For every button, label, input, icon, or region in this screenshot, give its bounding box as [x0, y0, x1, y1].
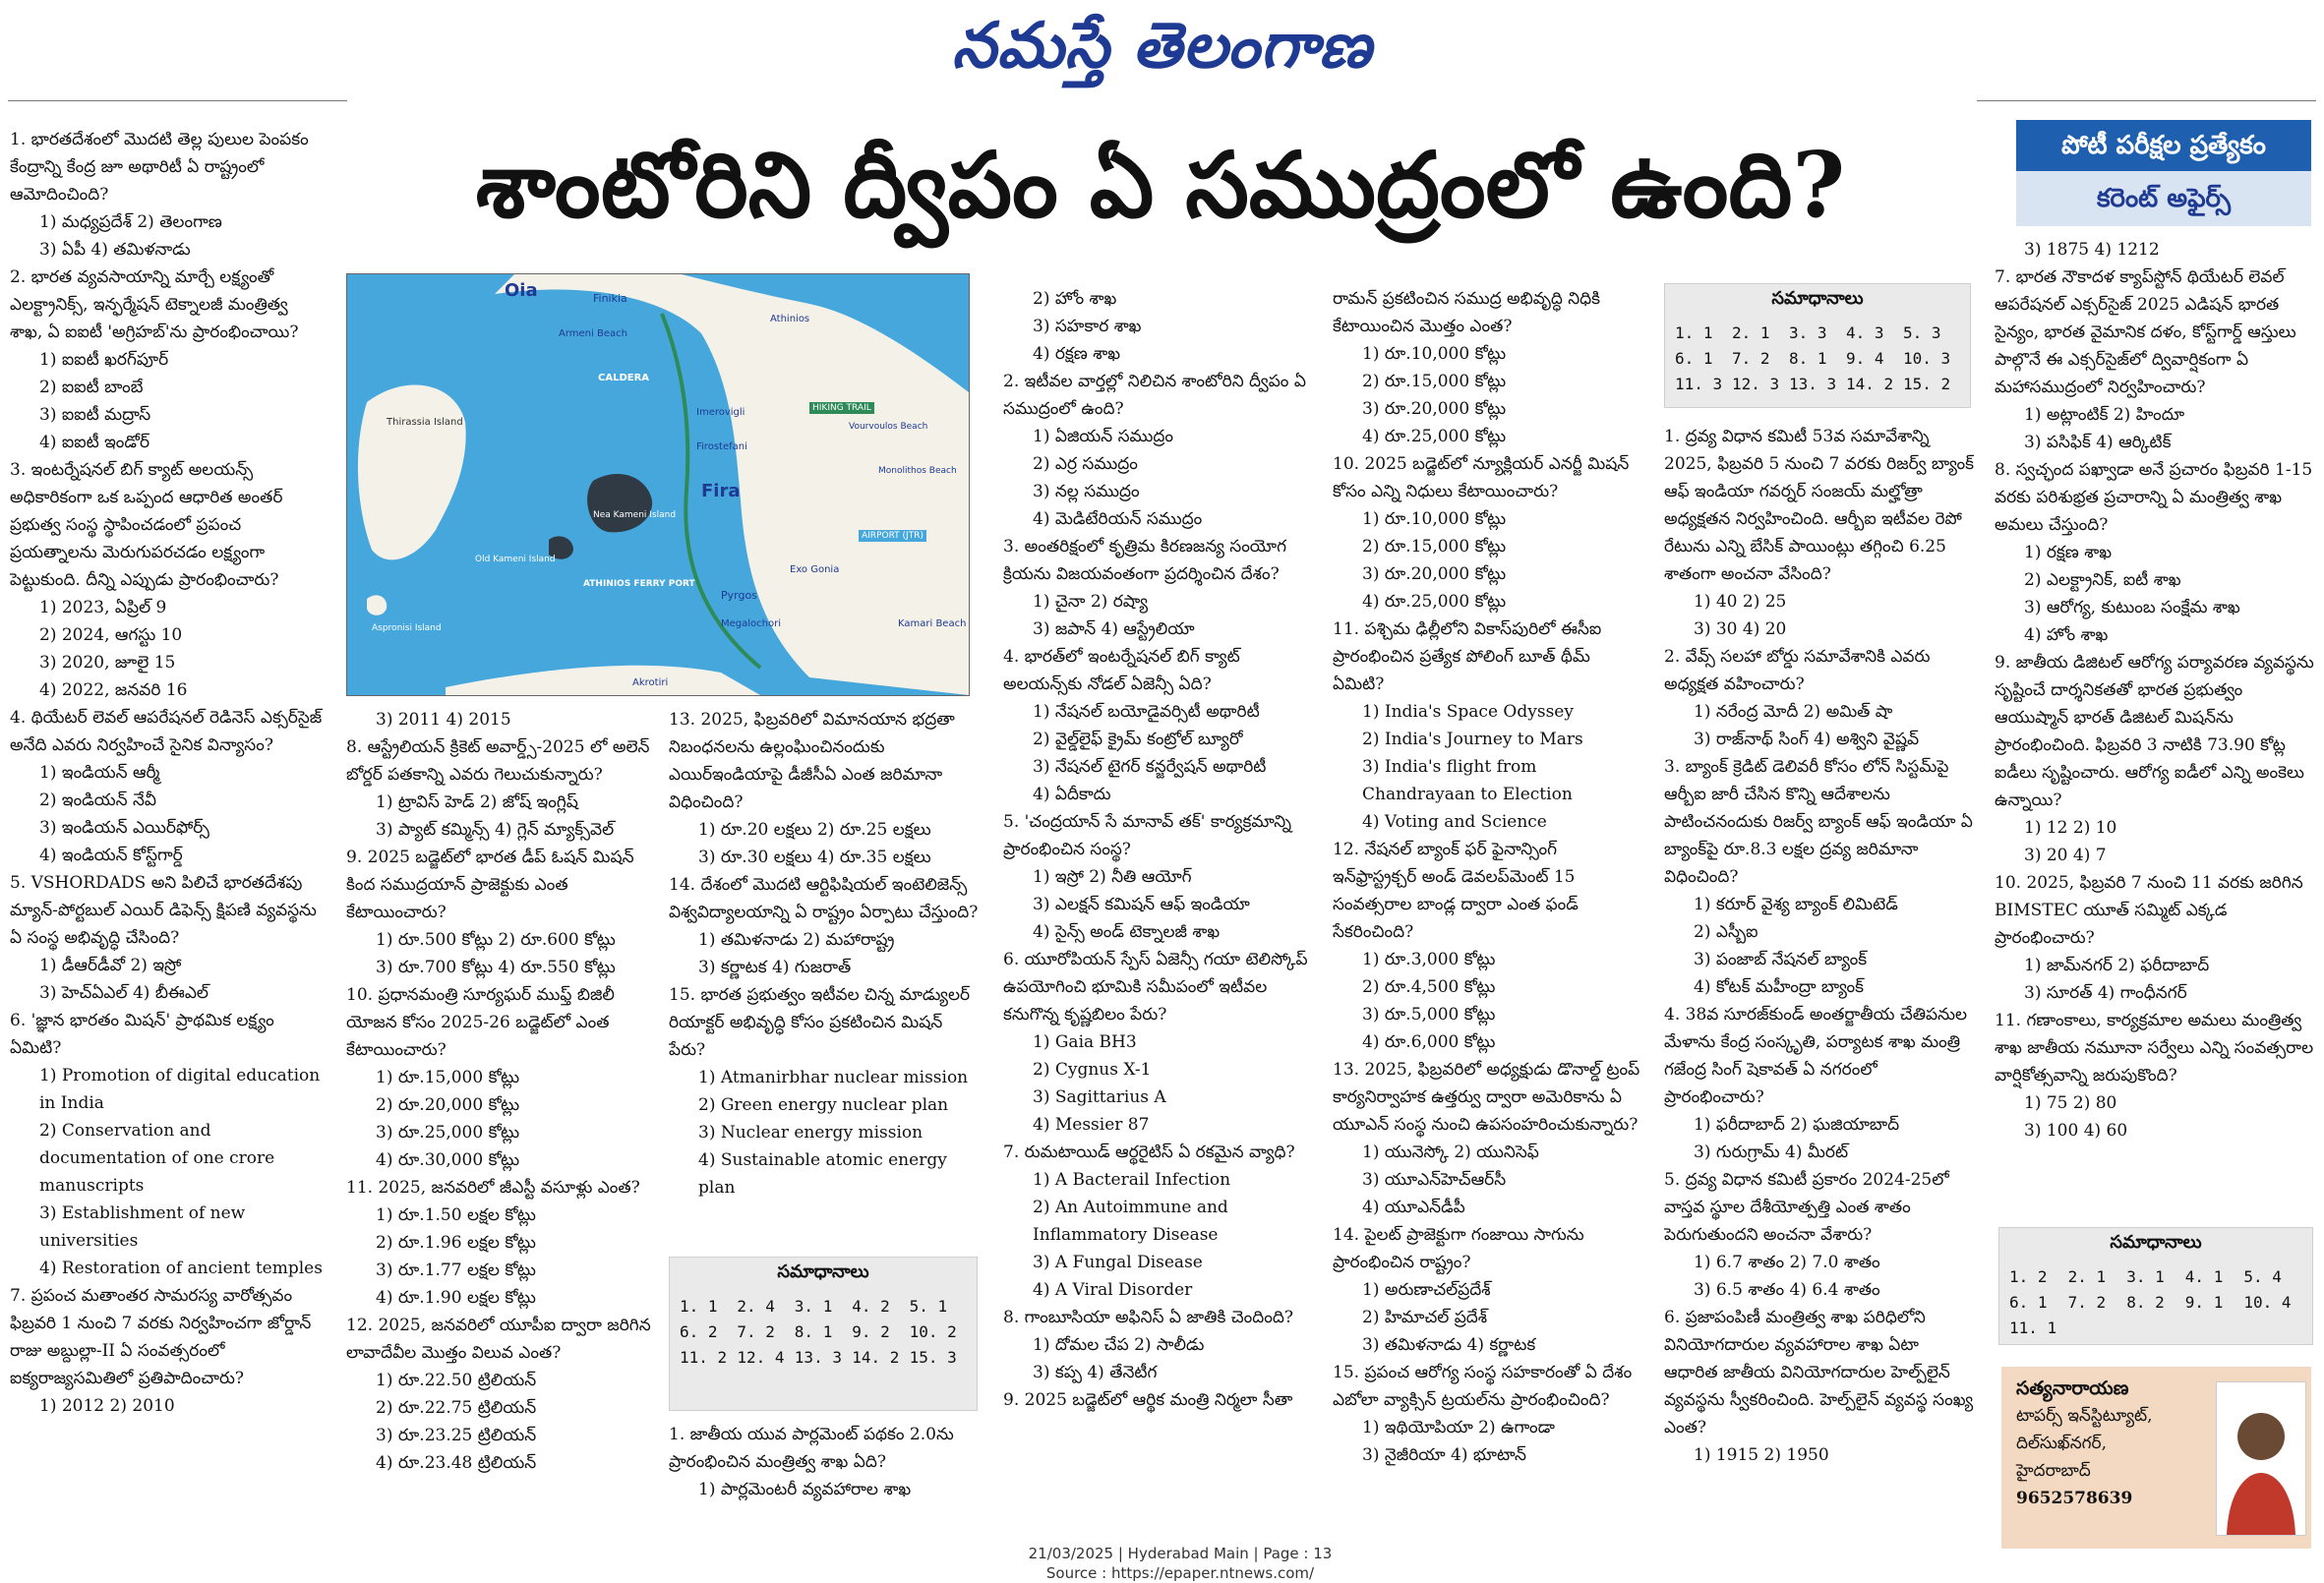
map-label-vourvoulos: Vourvoulos Beach — [849, 422, 928, 432]
question-text: 14. దేశంలో మొదటి ఆర్టిఫిషియల్ ఇంటెలిజెన్స్ విశ్వవిద్యాలయాన్ని ఏ రాష్ట్రం ఏర్పాటు చేస్తుంది? — [669, 875, 979, 922]
answer-item: 1. 1 — [1675, 323, 1713, 342]
answer-option: 3) హెచ్‌ఏఎల్ 4) బీఈఎల్ — [39, 983, 209, 1003]
answer-option: 3) 1875 4) 1212 — [2024, 240, 2160, 260]
answer-option: 3) సహకార శాఖ — [1033, 317, 1142, 336]
answer-option: 1) కరూర్ వైశ్య బ్యాంక్ లిమిటెడ్ — [1694, 895, 1898, 914]
answer-item: 10. 2 — [909, 1322, 957, 1341]
answer-option: 3) ఏపీ 4) తమిళనాడు — [39, 240, 191, 260]
question-text: 3. బ్యాంక్ క్రెడిట్ డెలివరీ కోసం లోన్ సిస్టమ్‌పై ఆర్బీఐ జారీ చేసిన కొన్ని ఆదేశాలను పాటించనందుకు రిజర్వ్ బ్యాంక్ ఆఫ్ ఇండియా ఏ బ్యాంక్‌పై రూ.8.3 లక్షల ద్రవ్య జరిమానా విధించింది? — [1664, 757, 1973, 887]
answer-option: 3) గురుగ్రామ్ 4) మీరట్ — [1694, 1143, 1849, 1162]
question-text: 5. ద్రవ్య విధాన కమిటీ ప్రకారం 2024-25లో వాస్తవ స్థూల దేశీయోత్పత్తి ఎంత శాతం పెరుగుతుందని అంచనా వేశారు? — [1664, 1170, 1949, 1245]
map-label-thirassia: Thirassia Island — [387, 417, 463, 428]
answer-option: 4) రూ.30,000 కోట్లు — [376, 1150, 520, 1170]
question-text: 4. థియేటర్ లెవల్ ఆపరేషనల్ రెడినెస్ ఎక్సర్‌సైజ్ అనేది ఎవరు నిర్వహించే సైనిక విన్యాసం? — [10, 708, 323, 755]
answer-option: 3) కప్ప 4) తేనెటీగ — [1033, 1363, 1158, 1382]
map-label-imerovigli: Imerovigli — [696, 407, 745, 418]
answer-option: 1) A Bacterail Infection — [1033, 1170, 1231, 1190]
question-text: 1. ద్రవ్య విధాన కమిటీ 53వ సమావేశాన్ని 2025, ఫిబ్రవరి 5 నుంచి 7 వరకు రిజర్వ్ బ్యాంక్ ఆఫ్ ఇండియా గవర్నర్ సంజయ్ మల్హోత్రా అధ్యక్షతన నిర్వహించింది. ఆర్బీఐ ఇటీవల రెపో రేటును ఎన్ని బేసిక్ పాయింట్లు తగ్గించి 6.25 శాతంగా అంచనా వేసింది? — [1664, 427, 1974, 584]
question-text: 2. వేవ్స్ సలహా బోర్డు సమావేశానికి ఎవరు అధ్యక్షత వహించారు? — [1664, 647, 1931, 694]
answer-item: 3. 1 — [2126, 1267, 2165, 1286]
answer-option: 2) వైల్డ్‌లైఫ్ క్రైమ్ కంట్రోల్ బ్యూరో — [1033, 730, 1243, 749]
answer-item: 9. 4 — [1846, 349, 1884, 368]
answer-option: 2) Green energy nuclear plan — [698, 1095, 949, 1115]
answers-title-1: సమాధానాలు — [777, 1261, 869, 1282]
answer-option: 2) రూ.15,000 కోట్లు — [1362, 372, 1507, 391]
masthead — [0, 0, 2324, 93]
answer-option: 3) రూ.700 కోట్లు 4) రూ.550 కోట్లు — [376, 958, 616, 977]
answer-option: 1) యునెస్కో 2) యునిసెఫ్ — [1362, 1143, 1539, 1162]
santorini-map — [346, 273, 970, 696]
answers-box-1 — [669, 1257, 978, 1411]
question-text: 12. 2025, జనవరిలో యూపీఐ ద్వారా జరిగిన లావాదేవీల మొత్తం విలువ ఎంత? — [346, 1316, 651, 1363]
answer-option: 3) ఆరోగ్య, కుటుంబ సంక్షేమ శాఖ — [2024, 598, 2240, 617]
answer-option: 3) 30 4) 20 — [1694, 619, 1787, 639]
answer-option: 4) రూ.1.90 లక్షల కోట్లు — [376, 1288, 536, 1308]
question-text: 8. గాంబూసియా అఫినిస్ ఏ జాతికి చెందింది? — [1003, 1308, 1294, 1327]
map-label-nea-kameni: Nea Kameni Island — [593, 510, 677, 520]
question-text: 12. నేషనల్ బ్యాంక్ ఫర్ ఫైనాన్సింగ్ ఇన్‌ఫ్రాస్ట్రక్చర్ అండ్ డెవలప్‌మెంట్ 15 సంవత్సరాల బాండ్ల ద్వారా ఎంత ఫండ్ సేకరించింది? — [1333, 840, 1579, 942]
map-label-caldera: CALDERA — [598, 373, 650, 383]
answer-option: 4) ఏదీకాదు — [1033, 785, 1111, 804]
answer-option: 3) Establishment of new universities — [39, 1203, 246, 1251]
answer-option: 4) Sustainable atomic energy plan — [698, 1150, 947, 1198]
answer-item: 9. 2 — [852, 1322, 890, 1341]
map-label-kamari: Kamari Beach — [898, 618, 967, 629]
question-text: 4. భారత్‌లో ఇంటర్నేషనల్ బిగ్ క్యాట్ అలయన్స్‌కు నోడల్ ఏజెన్సీ ఏది? — [1003, 647, 1240, 694]
answer-option: 2) రూ.4,500 కోట్లు — [1362, 977, 1496, 997]
answer-option: 1) 1915 2) 1950 — [1694, 1445, 1829, 1465]
answer-option: 1) ఇథియోపియా 2) ఉగాండా — [1362, 1418, 1556, 1437]
answer-item: 14. 2 — [1846, 375, 1894, 393]
answer-option: 3) యూఎన్‌హెచ్‌ఆర్‌సీ — [1362, 1170, 1507, 1190]
answer-option: 1) మధ్యప్రదేశ్ 2) తెలంగాణ — [39, 212, 222, 232]
question-text: 9. 2025 బడ్జెట్‌లో ఆర్థిక మంత్రి నిర్మలా సీతా — [1003, 1390, 1293, 1410]
answer-option: 3) రూ.1.77 లక్షల కోట్లు — [376, 1261, 536, 1280]
answer-item: 12. 3 — [1732, 375, 1780, 393]
answer-option: 3) నేషనల్ టైగర్ కన్జర్వేషన్ అథారిటీ — [1033, 757, 1267, 777]
answer-item: 6. 1 — [1675, 349, 1713, 368]
answer-option: 1) ఇండియన్ ఆర్మీ — [39, 763, 160, 783]
answer-item: 7. 2 — [1732, 349, 1770, 368]
question-text: 3. అంతరిక్షంలో కృత్రిమ కిరణజన్య సంయోగ క్రియను విజయవంతంగా ప్రదర్శించిన దేశం? — [1003, 537, 1287, 584]
answer-item: 10. 3 — [1903, 349, 1951, 368]
answer-item: 12. 4 — [737, 1348, 785, 1367]
question-text: 11. 2025, జనవరిలో జీఎస్టీ వసూళ్లు ఎంత? — [346, 1178, 640, 1198]
answer-option: 4) కోటక్ మహీంద్రా బ్యాంక్ — [1694, 977, 1865, 997]
answer-option: 1) రూ.22.50 ట్రిలియన్ — [376, 1371, 537, 1390]
answer-option: 2) రూ.22.75 ట్రిలియన్ — [376, 1398, 537, 1418]
question-text: 3. ఇంటర్నేషనల్ బిగ్ క్యాట్ అలయన్స్ అధికారికంగా ఒక ఒప్పంద ఆధారిత అంతర్ ప్రభుత్వ సంస్థ స్థాపించడంలో ప్రపంచ ప్రయత్నాలను మెరుగుపరచడం లక్ష్యంగా పెట్టుకుంది. దీన్ని ఎప్పుడు ప్రారంభించారు? — [10, 460, 283, 590]
answer-option: 3) రూ.5,000 కోట్లు — [1362, 1005, 1496, 1025]
answer-option: 4) యూఎన్‌డీపీ — [1362, 1198, 1465, 1217]
map-label-firostefani: Firostefani — [696, 441, 747, 452]
answer-option: 2) రూ.15,000 కోట్లు — [1362, 537, 1507, 557]
answer-option: 1) అరుణాచల్‌ప్రదేశ్ — [1362, 1280, 1491, 1300]
answer-option: 4) Voting and Science — [1362, 812, 1547, 832]
map-label-megalochori: Megalochori — [721, 618, 781, 629]
answer-option: 3) జపాన్ 4) ఆస్ట్రేలియా — [1033, 619, 1195, 639]
answer-option: 1) ట్రావిస్ హెడ్ 2) జోష్ ఇంగ్లిష్ — [376, 792, 578, 812]
answer-item: 11. 3 — [1675, 375, 1723, 393]
answer-item: 4. 3 — [1846, 323, 1884, 342]
question-text: 11. గణాంకాలు, కార్యక్రమాల అమలు మంత్రిత్వ శాఖ జాతీయ నమూనా సర్వేలు ఎన్ని సంవత్సరాల వార్షికోత్సవాన్ని జరుపుకొంది? — [1995, 1011, 2314, 1085]
question-text: 10. 2025 బడ్జెట్‌లో న్యూక్లియర్ ఎనర్జీ మిషన్ కోసం ఎన్ని నిధులు కేటాయించారు? — [1333, 454, 1630, 501]
answer-option: 4) 2022, జనవరి 16 — [39, 680, 188, 700]
map-label-exo-gonia: Exo Gonia — [790, 564, 840, 575]
column-6 — [1664, 423, 1974, 1514]
question-text: 14. పైలట్ ప్రాజెక్టుగా గంజాయి సాగును ప్రారంభించిన రాష్ట్రం? — [1333, 1225, 1584, 1272]
author-text — [2016, 1375, 2208, 1512]
answer-option: 3) ఐఐటీ మద్రాస్ — [39, 405, 151, 425]
question-text: 7. ప్రపంచ మతాంతర సామరస్య వారోత్సవం ఫిబ్రవరి 1 నుంచి 7 వరకు నిర్వహించగా జోర్డాన్ రాజు అబ్దుల్లా-II ఏ సంవత్సరంలో ఐక్యరాజ్యసమితిలో ప్రతిపాదించారు? — [10, 1286, 312, 1388]
answer-option: 2) ఎస్బీఐ — [1694, 922, 1758, 942]
answers-box-3 — [1998, 1227, 2313, 1345]
answer-option: 1) Promotion of digital education in India — [39, 1066, 321, 1113]
answer-option: 2) హోం శాఖ — [1033, 289, 1117, 309]
answer-item: 5. 1 — [909, 1297, 948, 1316]
answer-option: 3) ఎలక్షన్ కమిషన్ ఆఫ్ ఇండియా — [1033, 895, 1250, 914]
answer-option: 1) 2012 2) 2010 — [39, 1396, 175, 1416]
answer-item: 8. 1 — [1789, 349, 1827, 368]
question-text: 13. 2025, ఫిబ్రవరిలో అధ్యక్షుడు డొనాల్డ్ ట్రంప్ కార్యనిర్వాహక ఉత్తర్వు ద్వారా అమెరికాను ఏ యూఎన్ సంస్థ నుంచి ఉపసంహరించుకున్నారు? — [1333, 1060, 1640, 1135]
answer-option: 3) రూ.25,000 కోట్లు — [376, 1123, 520, 1143]
answer-option: 2) రూ.1.96 లక్షల కోట్లు — [376, 1233, 536, 1253]
answer-item: 6. 1 — [2009, 1293, 2048, 1312]
section-tag — [2016, 120, 2311, 228]
answer-option: 4) రూ.25,000 కోట్లు — [1362, 427, 1507, 446]
answer-option: 1) India's Space Odyssey — [1362, 702, 1574, 722]
answer-option: 2) హిమాచల్ ప్రదేశ్ — [1362, 1308, 1488, 1327]
answer-option: 3) 2011 4) 2015 — [376, 710, 511, 730]
answer-option: 4) Messier 87 — [1033, 1115, 1150, 1135]
author-org-2: దిల్‌సుఖ్‌నగర్, — [2016, 1434, 2108, 1453]
map-label-oia: Oia — [505, 280, 538, 301]
column-7 — [1995, 236, 2314, 1219]
answer-option: 3) పసిఫిక్ 4) ఆర్కిటిక్ — [2024, 433, 2172, 452]
answers-grid-1 — [670, 1290, 977, 1375]
answer-item: 14. 2 — [852, 1348, 900, 1367]
answer-item: 3. 3 — [1789, 323, 1827, 342]
section-tag-top: పోటీ పరీక్షల ప్రత్యేకం — [2016, 120, 2311, 171]
author-photo — [2216, 1381, 2306, 1536]
question-text: 15. ప్రపంచ ఆరోగ్య సంస్థ సహకారంతో ఏ దేశం ఎబోలా వ్యాక్సిన్ ట్రయల్‌ను ప్రారంభించింది? — [1333, 1363, 1633, 1410]
answer-option: 3) A Fungal Disease — [1033, 1253, 1203, 1272]
map-label-airport: AIRPORT (JTR) — [859, 530, 926, 542]
question-text: 9. 2025 బడ్జెట్‌లో భారత డీప్ ఓషన్ మిషన్ కింద సముద్రయాన్ ప్రాజెక్టుకు ఎంత కేటాయించారు? — [346, 848, 634, 922]
question-text: 13. 2025, ఫిబ్రవరిలో విమానయాన భద్రతా నిబంధనలను ఉల్లంఘించినందుకు ఎయిర్‌ఇండియాపై డీజీసీఏ ఎంత జరిమానా విధించింది? — [669, 710, 955, 812]
answer-option: 4) రూ.25,000 కోట్లు — [1362, 592, 1507, 612]
answer-option: 1) ఐఐటీ ఖరగ్‌పూర్ — [39, 350, 169, 370]
column-3 — [669, 706, 979, 1237]
answer-option: 1) దోమల చేప 2) సాలీడు — [1033, 1335, 1205, 1355]
answer-option: 3) తమిళనాడు 4) కర్ణాటక — [1362, 1335, 1536, 1355]
answer-option: 3) రూ.20,000 కోట్లు — [1362, 399, 1507, 419]
answers-box-2 — [1664, 283, 1971, 408]
answer-option: 3) సూరత్ 4) గాంధీనగర్ — [2024, 983, 2187, 1003]
answer-option: 1) 2023, ఏప్రిల్ 9 — [39, 598, 167, 617]
answer-option: 3) రాజ్‌నాథ్ సింగ్ 4) అశ్విని వైష్ణవ్ — [1694, 730, 1920, 749]
answer-item: 11. 2 — [680, 1348, 728, 1367]
question-text: 6. 'జ్ఞాన భారతం మిషన్' ప్రాథమిక లక్ష్యం ఏమిటి? — [10, 1011, 274, 1058]
answer-option: 3) 2020, జూలై 15 — [39, 653, 176, 673]
answer-option: 3) 100 4) 60 — [2024, 1121, 2128, 1141]
answer-item: 9. 1 — [2184, 1293, 2224, 1312]
answers-title-3: సమాధానాలు — [2110, 1232, 2202, 1253]
author-city: హైదరాబాద్ — [2016, 1461, 2091, 1481]
answer-item: 7. 2 — [2067, 1293, 2107, 1312]
answer-option: 1) 12 2) 10 — [2024, 818, 2117, 838]
answer-option: 3) నైజీరియా 4) భూటాన్ — [1362, 1445, 1526, 1465]
answer-option: 1) పార్లమెంటరీ వ్యవహారాల శాఖ — [698, 1480, 912, 1499]
answer-option: 2) 2024, ఆగస్టు 10 — [39, 625, 183, 645]
answer-option: 2) An Autoimmune and Inflammatory Disease — [1033, 1198, 1228, 1245]
answer-option: 1) రూ.20 లక్షలు 2) రూ.25 లక్షలు — [698, 820, 931, 840]
answer-option: 1) ఇస్రో 2) నీతి ఆయోగ్ — [1033, 867, 1192, 887]
answer-option: 1) Atmanirbhar nuclear mission — [698, 1068, 969, 1087]
question-text: 8. ఆస్ట్రేలియన్ క్రికెట్ అవార్డ్స్-2025 లో అలెన్ బోర్డర్ పతకాన్ని ఎవరు గెలుచుకున్నారు? — [346, 737, 650, 785]
footer-line-1: 21/03/2025 | Hyderabad Main | Page : 13 — [1028, 1545, 1333, 1562]
answer-option: 2) ఐఐటీ బాంబే — [39, 378, 144, 397]
question-text: 4. 38వ సూరజ్‌కుండ్ అంతర్జాతీయ చేతిపనుల మేళాను కేంద్ర సంస్కృతి, పర్యాటక శాఖ మంత్రి గజేంద్ర సింగ్ షెకావత్ ఏ నగరంలో ప్రారంభించారు? — [1664, 1005, 1968, 1107]
map-label-monolithos: Monolithos Beach — [878, 466, 957, 476]
map-label-athinios: Athinios — [770, 314, 810, 324]
answer-option: 1) రూ.1.50 లక్షల కోట్లు — [376, 1205, 536, 1225]
answer-option: 4) రూ.23.48 ట్రిలియన్ — [376, 1453, 537, 1473]
answer-item: 13. 3 — [1789, 375, 1837, 393]
answer-item: 4. 1 — [2184, 1267, 2224, 1286]
map-label-fira: Fira — [701, 481, 741, 501]
answer-option: 3) రూ.30 లక్షలు 4) రూ.35 లక్షలు — [698, 848, 931, 867]
answer-option: 2) Conservation and documentation of one crore manuscripts — [39, 1121, 275, 1196]
answer-item: 3. 1 — [794, 1297, 833, 1316]
question-text: 15. భారత ప్రభుత్వం ఇటీవల చిన్న మాడ్యులర్ రియాక్టర్ అభివృద్ధి కోసం ప్రకటించిన మిషన్ పేరు? — [669, 985, 971, 1060]
answer-item: 15. 2 — [1903, 375, 1951, 393]
footer-line-2: Source : https://epaper.ntnews.com/ — [1045, 1564, 1315, 1582]
author-name: సత్యనారాయణ — [2016, 1378, 2129, 1399]
answer-option: 1) జామ్‌నగర్ 2) ఫరీదాబాద్ — [2024, 956, 2210, 975]
answer-item: 8. 1 — [794, 1322, 833, 1341]
answer-item: 13. 3 — [794, 1348, 842, 1367]
answer-option: 1) ఫరీదాబాద్ 2) ఘజియాబాద్ — [1694, 1115, 1900, 1135]
answer-item: 5. 3 — [1903, 323, 1941, 342]
question-text: 2. భారత వ్యవసాయాన్ని మార్చే లక్ష్యంతో ఎలక్ట్రానిక్స్, ఇన్ఫర్మేషన్ టెక్నాలజీ మంత్రిత్వ శాఖ, ఏ ఐఐటీ 'అగ్రిహబ్'ను ప్రారంభించాయి? — [10, 267, 299, 342]
answer-option: 3) రూ.20,000 కోట్లు — [1362, 564, 1507, 584]
question-text: 2. ఇటీవల వార్తల్లో నిలిచిన శాంటోరిని ద్వీపం ఏ సముద్రంలో ఉంది? — [1003, 372, 1306, 419]
answer-item: 2. 1 — [2067, 1267, 2107, 1286]
map-label-old-kameni: Old Kameni Island — [475, 555, 556, 564]
question-text: 6. ప్రజాపంపిణీ మంత్రిత్వ శాఖ పరిధిలోని వినియోగదారుల వ్యవహారాల శాఖ ఏటా ఆధారిత జాతీయ వినియోగదారుల హెల్ప్‌లైన్ వ్యవస్థను స్వీకరించింది. హెల్ప్‌లైన్ వ్యవస్థ సంఖ్య ఎంత? — [1664, 1308, 1974, 1437]
answer-option: 3) రూ.23.25 ట్రిలియన్ — [376, 1426, 537, 1445]
column-1 — [10, 126, 323, 1502]
column-3b — [669, 1421, 979, 1519]
column-4 — [1003, 285, 1313, 1514]
answer-item: 4. 2 — [852, 1297, 890, 1316]
answers-grid-2 — [1665, 317, 1970, 401]
map-label-ferry-port: ATHINIOS FERRY PORT — [583, 579, 695, 589]
answers-grid-3 — [1999, 1261, 2312, 1345]
answer-item: 11. 1 — [2009, 1319, 2057, 1337]
answer-option: 3) పంజాబ్ నేషనల్ బ్యాంక్ — [1694, 950, 1868, 969]
answer-option: 4) ఇండియన్ కోస్ట్‌గార్డ్ — [39, 846, 183, 865]
answer-option: 4) మెడిటేరియన్ సముద్రం — [1033, 509, 1203, 529]
answer-option: 1) 75 2) 80 — [2024, 1093, 2117, 1113]
author-org-1: టాపర్స్ ఇన్‌స్టిట్యూట్, — [2016, 1406, 2153, 1426]
answer-option: 1) డీఆర్‌డీవో 2) ఇస్రో — [39, 956, 182, 975]
answer-option: 1) Gaia BH3 — [1033, 1032, 1137, 1052]
answer-option: 1) రక్షణ శాఖ — [2024, 543, 2113, 562]
question-text: 9. జాతీయ డిజిటల్ ఆరోగ్య పర్యావరణ వ్యవస్థను సృష్టించే దార్శనికతతో భారత ప్రభుత్వం ఆయుష్మాన్ భారత్ డిజిటల్ మిషన్‌ను ప్రారంభించింది. ఫిబ్రవరి 3 నాటికి 73.90 కోట్ల ఐడీలు సృష్టించారు. ఆరోగ్య ఐడీలో ఎన్ని అంకెలు ఉన్నాయి? — [1995, 653, 2314, 810]
question-text: 6. యూరోపియన్ స్పేస్ ఏజెన్సీ గయా టెలిస్కోప్ ఉపయోగించి భూమికి సమీపంలో ఇటీవల కనుగొన్న కృష్ణబిలం పేరు? — [1003, 950, 1308, 1025]
author-avatar-icon — [2217, 1382, 2305, 1535]
answer-option: 4) A Viral Disorder — [1033, 1280, 1193, 1300]
section-tag-bottom: కరెంట్ అఫైర్స్ — [2016, 171, 2311, 226]
answer-option: 1) రూ.500 కోట్లు 2) రూ.600 కోట్లు — [376, 930, 616, 950]
answer-option: 3) నల్ల సముద్రం — [1033, 482, 1140, 501]
map-label-akrotiri: Akrotiri — [632, 677, 669, 688]
answer-item: 8. 2 — [2126, 1293, 2165, 1312]
answer-option: 4) హోం శాఖ — [2024, 625, 2109, 645]
question-text: 5. VSHORDADS అని పిలిచే భారతదేశపు మ్యాన్-పోర్టబుల్ ఎయిర్ డిఫెన్స్ క్షిపణి వ్యవస్థను ఏ సంస్థ అభివృద్ధి చేసింది? — [10, 873, 317, 948]
author-phone: 9652578639 — [2016, 1489, 2133, 1508]
question-text: 10. ప్రధానమంత్రి సూర్యఘర్ ముఫ్త్ బిజిలీ యోజన కోసం 2025-26 బడ్జెట్‌లో ఎంత కేటాయించారు? — [346, 985, 615, 1060]
answer-option: 2) ఎర్ర సముద్రం — [1033, 454, 1138, 474]
answer-option: 3) 20 4) 7 — [2024, 846, 2107, 865]
answer-option: 4) సైన్స్ అండ్ టెక్నాలజీ శాఖ — [1033, 922, 1221, 942]
divider-left — [8, 100, 347, 101]
question-text: 1. జాతీయ యువ పార్లమెంట్ పథకం 2.0ను ప్రారంభించిన మంత్రిత్వ శాఖ ఏది? — [669, 1425, 954, 1472]
question-text: 10. 2025, ఫిబ్రవరి 7 నుంచి 11 వరకు జరిగిన BIMSTEC యూత్ సమ్మిట్ ఎక్కడ ప్రారంభించారు? — [1995, 873, 2303, 948]
answer-item: 7. 2 — [737, 1322, 775, 1341]
answer-option: 2) ఇండియన్ నేవీ — [39, 791, 156, 810]
footer — [885, 1544, 1475, 1583]
answer-option: 4) రూ.6,000 కోట్లు — [1362, 1032, 1496, 1052]
answer-item: 1. 2 — [2009, 1267, 2048, 1286]
answer-option: 2) ఎలక్ట్రానిక్, ఐటీ శాఖ — [2024, 570, 2181, 590]
map-label-aspronisi: Aspronisi Island — [372, 623, 442, 633]
answer-item: 15. 3 — [909, 1348, 957, 1367]
author-box — [2001, 1367, 2311, 1549]
question-text: 8. స్వచ్ఛంద పఖ్వాడా అనే ప్రచారం ఫిబ్రవరి 1-15 వరకు పరిశుభ్రత ప్రచారాన్ని ఏ మంత్రిత్వ శాఖ అమలు చేస్తుంది? — [1995, 460, 2313, 535]
question-text: 5. 'చంద్రయాన్ సే మానావ్ తక్' కార్యక్రమాన్ని ప్రారంభించిన సంస్థ? — [1003, 812, 1291, 859]
map-label-armeni: Armeni Beach — [559, 328, 627, 339]
answer-option: 3) 6.5 శాతం 4) 6.4 శాతం — [1694, 1280, 1880, 1300]
answer-option: 3) India's flight from Chandrayaan to Election — [1362, 757, 1573, 804]
question-text: 7. రుమటాయిడ్ ఆర్థరైటిస్ ఏ రకమైన వ్యాధి? — [1003, 1143, 1295, 1162]
answer-option: 2) Cygnus X-1 — [1033, 1060, 1152, 1080]
map-label-pyrgos: Pyrgos — [721, 589, 757, 602]
column-5 — [1333, 285, 1642, 1514]
answer-item: 2. 1 — [1732, 323, 1770, 342]
question-text: 1. భారతదేశంలో మొదటి తెల్ల పులుల పెంపకం కేంద్రాన్ని కేంద్ర జూ అథారిటీ ఏ రాష్ట్రంలో ఆమోదించింది? — [10, 130, 309, 205]
answer-option: 3) కర్ణాటక 4) గుజరాత్ — [698, 958, 852, 977]
answer-option: 1) రూ.10,000 కోట్లు — [1362, 509, 1507, 529]
answer-option: 1) అట్లాంటిక్ 2) హిందూ — [2024, 405, 2185, 425]
masthead-logo: నమస్తే తెలంగాణ — [951, 10, 1373, 83]
answer-option: 3) ఇండియన్ ఎయిర్‌ఫోర్స్ — [39, 818, 209, 838]
answer-item: 6. 2 — [680, 1322, 718, 1341]
answer-option: 3) ప్యాట్ కమ్మిన్స్ 4) గ్లెన్ మ్యాక్స్‌వెల్ — [376, 820, 615, 840]
column-2 — [346, 706, 651, 1512]
answer-option: 1) నేషనల్ బయోడైవర్సిటీ అథారిటీ — [1033, 702, 1260, 722]
answer-option: 4) ఐఐటీ ఇండోర్ — [39, 433, 150, 452]
question-text: 7. భారత నౌకాదళ క్యాప్‌స్టోన్ థియేటర్ లెవల్ ఆపరేషనల్ ఎక్సర్‌సైజ్ 2025 ఎడిషన్ భారత సైన్యం, భారత వైమానిక దళం, కోస్ట్‌గార్డ్ ఆస్తులు పాల్గొనే ఈ ఎక్సర్‌సైజ్‌లో ద్వివార్షికంగా ఏ మహాసముద్రంలో నిర్వహించారు? — [1995, 267, 2296, 397]
answer-option: 2) రూ.20,000 కోట్లు — [376, 1095, 520, 1115]
answer-option: 3) Sagittarius A — [1033, 1087, 1166, 1107]
answer-item: 1. 1 — [680, 1297, 718, 1316]
answer-option: 1) రూ.3,000 కోట్లు — [1362, 950, 1496, 969]
answer-option: 1) చైనా 2) రష్యా — [1033, 592, 1149, 612]
question-text: 11. పశ్చిమ ఢిల్లీలోని వికాస్‌పురిలో ఈసీఐ ప్రారంభించిన ప్రత్యేక పోలింగ్ బూత్ థీమ్ ఏమిటి? — [1333, 619, 1602, 694]
answer-item: 5. 4 — [2243, 1267, 2282, 1286]
answer-option: 4) రక్షణ శాఖ — [1033, 344, 1121, 364]
answer-option: 1) 6.7 శాతం 2) 7.0 శాతం — [1694, 1253, 1880, 1272]
answer-option: 1) 40 2) 25 — [1694, 592, 1787, 612]
headline: శాంటోరిని ద్వీపం ఏ సముద్రంలో ఉంది? — [475, 132, 1846, 238]
answer-item: 2. 4 — [737, 1297, 775, 1316]
answer-option: 1) రూ.10,000 కోట్లు — [1362, 344, 1507, 364]
divider-right — [1977, 100, 2316, 101]
map-label-hiking-trail: HIKING TRAIL — [809, 402, 874, 414]
answer-option: 1) నరేంద్ర మోదీ 2) అమిత్ షా — [1694, 702, 1893, 722]
question-text: రామన్ ప్రకటించిన సముద్ర అభివృద్ధి నిధికి కేటాయించిన మొత్తం ఎంత? — [1333, 289, 1601, 336]
answer-option: 4) Restoration of ancient temples — [39, 1259, 323, 1278]
map-label-finikia: Finikia — [593, 292, 627, 305]
answer-option: 3) Nuclear energy mission — [698, 1123, 924, 1143]
answer-option: 1) ఏజియన్ సముద్రం — [1033, 427, 1173, 446]
answer-item: 10. 4 — [2243, 1293, 2292, 1312]
answer-option: 1) తమిళనాడు 2) మహారాష్ట్ర — [698, 930, 895, 950]
answer-option: 2) India's Journey to Mars — [1362, 730, 1583, 749]
answer-option: 1) రూ.15,000 కోట్లు — [376, 1068, 520, 1087]
answers-title-2: సమాధానాలు — [1771, 288, 1864, 309]
